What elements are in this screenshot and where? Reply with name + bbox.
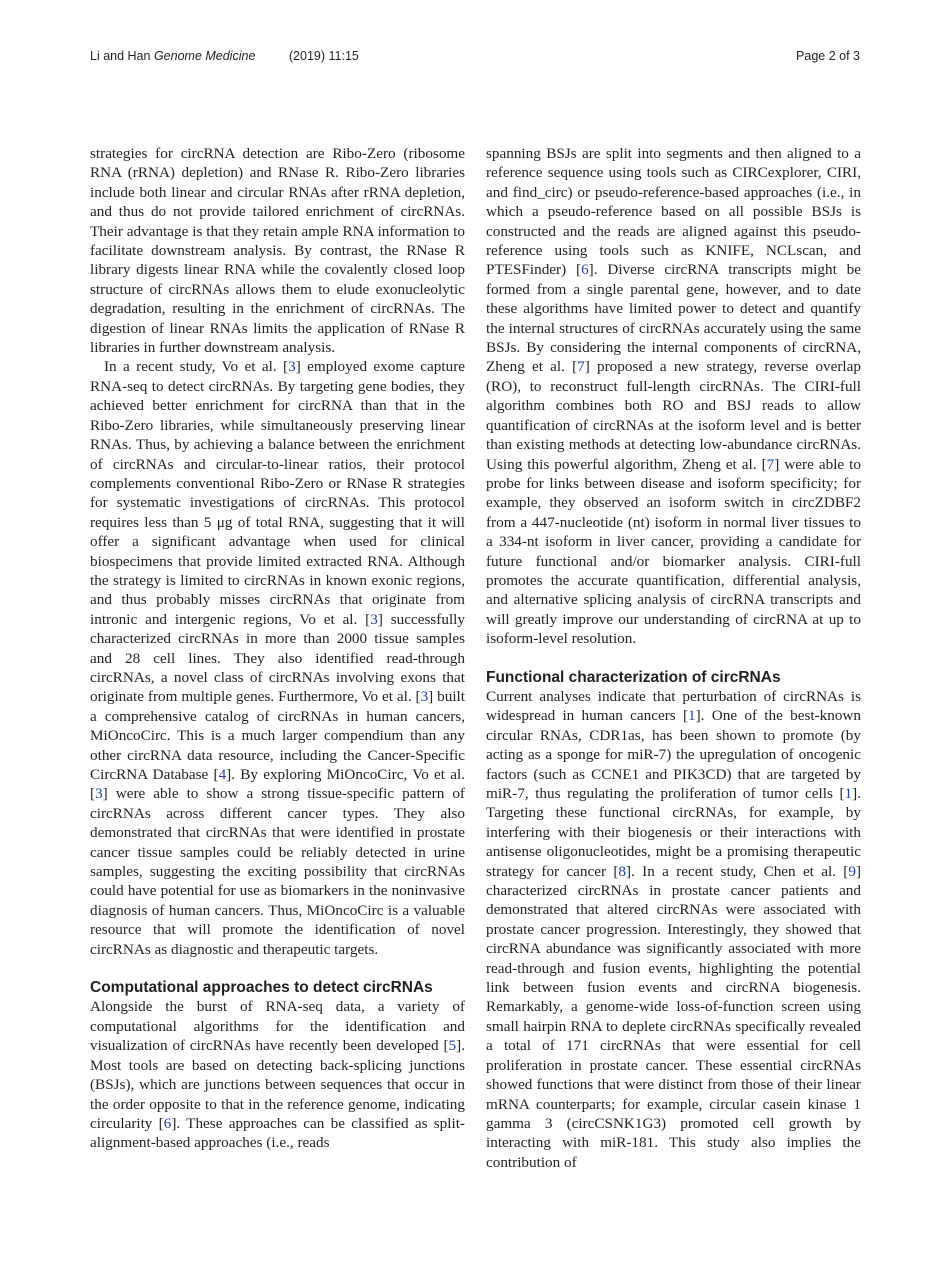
- citation-link[interactable]: 7: [766, 455, 775, 473]
- paragraph-text: ] successfully characterized circRNAs in more than 2000 tissue samples and 28 cell lines. They also identified read-through circRNAs, a novel class of circRNAs involving exons that originate from multiple genes. Furthermore, Vo et al. [: [90, 610, 465, 706]
- header-citation: (2019) 11:15: [288, 49, 359, 63]
- header-journal: Genome Medicine: [153, 49, 256, 63]
- paragraph-text: ]. One of the best-known circular RNAs, CDR1as, has been shown to promote (by acting as a sponge for miR-7) the upregulation of oncogenic factors (such as CCNE1 and PIK3CD) that are targeted by miR-7, thus regulating the proliferation of tumor cells [: [486, 707, 861, 802]
- section-heading: Functional characterization of circRNAs: [486, 668, 781, 686]
- citation-link[interactable]: 3: [420, 688, 429, 706]
- citation-link[interactable]: 7: [577, 358, 585, 376]
- body-paragraph: [90, 357, 465, 959]
- body-paragraph: [90, 144, 465, 357]
- paragraph-text: ]. Most tools are based on detecting back-splicing junctions (BSJs), which are junctions between sequences that occur in the order opposite to that in the reference genome, indicating circularity [: [90, 1037, 465, 1132]
- body-paragraph: [90, 997, 465, 1152]
- paragraph-text: ]. Diverse circRNA transcripts might be formed from a single parental gene, however, and to date these algorithms have limited power to detect and quantify the internal structures of circRNAs accurately using the same BSJs. By considering the internal components of circRNA, Zheng et al. [: [486, 261, 861, 376]
- paragraph-text: ]. By exploring MiOncoCirc, Vo et al. [: [90, 766, 465, 803]
- citation-link[interactable]: 5: [448, 1037, 457, 1055]
- paragraph-text: ] characterized circRNAs in prostate cancer patients and demonstrated that altered circRNAs were associated with prostate cancer progression. Interestingly, they showed that circRNA abundance was significantly associated with more read-through and fusion events, highlighting the potential link between fusion events and circRNA biogenesis. Remarkably, a genome-wide loss-of-function screen using small hairpin RNA to deplete circRNAs specifically revealed a total of 171 circRNAs that were essential for cell proliferation in prostate cancer. These essential circRNAs showed functions that were distinct from those of their linear mRNA counterparts; for example, circular casein kinase 1 gamma 3 (circCSNK1G3) promoted cell growth by interacting with miR-181. This study also implies the contribution of: [486, 862, 861, 1171]
- left-column: [90, 144, 465, 1153]
- paragraph-text: ] employed exome capture RNA-seq to detect circRNAs. By targeting gene bodies, they achieved better enrichment for circRNA than that in the Ribo-Zero libraries, while simultaneously preserving linear RNAs. Thus, by achieving a balance between the enrichment of circRNAs and circular-to-linear ratios, their protocol complements conventional Ribo-Zero or RNase R strategies for systematic investigations of circRNAs. This protocol requires less than 5 μg of total RNA, suggesting that it will offer a significant advantage when used for clinical biospecimens that provide limited extracted RNA. Although the strategy is limited to circRNAs in known exonic regions, and thus probably misses circRNAs that originate from intronic and intergenic regions, Vo et al. [: [90, 358, 465, 628]
- paragraph-text: ] built a comprehensive catalog of circRNAs in human cancers, MiOncoCirc. This is a much larger compendium than any other circRNA data resource, including the Cancer-Specific CircRNA Database [: [90, 688, 465, 783]
- paragraph-text: spanning BSJs are split into segments and then aligned to a reference sequence using tools such as CIRCexplorer, CIRI, and find_circ) or pseudo-reference-based approaches (i.e., in which a pseudo-reference based on all possible BSJs is constructed and the reads are aligned against this pseudo-reference using tools such as KNIFE, NCLscan, and PTESFinder) [: [486, 145, 861, 279]
- running-header: [90, 49, 359, 63]
- paragraph-text: strategies for circRNA detection are Ribo-Zero (ribosome RNA (rRNA) depletion) and RNase R. Ribo-Zero libraries include both linear and circular RNAs after rRNA depletion, and thus do not provide tailored enrichment of circRNAs. Their advantage is that they retain ample RNA information to facilitate downstream analysis. By contrast, the RNase R library digests linear RNA while the covalently closed loop structure of circRNAs allows them to elude exonucleolytic degradation, resulting in the enrichment of circRNAs. The digestion of linear RNAs limits the application of RNase R libraries in further downstream analysis.: [90, 145, 465, 357]
- citation-link[interactable]: 9: [848, 862, 856, 880]
- paragraph-text: ]. In a recent study, Chen et al. [: [625, 862, 849, 880]
- paragraph-text: Current analyses indicate that perturbation of circRNAs is widespread in human cancers [: [486, 687, 861, 725]
- citation-link[interactable]: 6: [581, 261, 589, 279]
- citation-link[interactable]: 1: [844, 785, 853, 802]
- paragraph-text: ] were able to probe for links between disease and isoform specificity; for example, they observed an isoform switch in circZDBF2 from a 447-nucleotide (nt) isoform in normal liver tissues to a 334-nt isoform in liver cancer, providing a candidate for future functional and/or biomarker analysis. CIRI-full promotes the accurate quantification, differential analysis, and alternative splicing analysis of circRNA transcripts and will greatly improve our understanding of circRNA at up to isoform-level resolution.: [486, 455, 861, 648]
- citation-link[interactable]: 8: [618, 862, 626, 880]
- paragraph-text: ]. These approaches can be classified as split-alignment-based approaches (i.e., reads: [90, 1114, 465, 1152]
- citation-link[interactable]: 1: [688, 707, 696, 725]
- citation-link[interactable]: 3: [288, 358, 296, 376]
- section-heading: Computational approaches to detect circRNAs: [90, 979, 433, 997]
- citation-link[interactable]: 3: [370, 610, 378, 628]
- paragraph-text: Alongside the burst of RNA-seq data, a variety of computational algorithms for the identification and visualization of circRNAs have recently been developed [: [90, 998, 465, 1055]
- right-column: [486, 144, 861, 1172]
- citation-link[interactable]: 4: [218, 766, 227, 783]
- page-number: Page 2 of 3: [796, 49, 860, 63]
- paragraph-text: ] proposed a new strategy, reverse overlap (RO), to reconstruct full-length circRNAs. The CIRI-full algorithm combines both RO and BSJ reads to allow quantification of circRNAs at the isoform level and is better than existing methods at detecting low-abundance circRNAs. Using this powerful algorithm, Zheng et al. [: [486, 358, 861, 473]
- citation-link[interactable]: 3: [95, 785, 103, 803]
- paragraph-text: In a recent study, Vo et al. [: [104, 358, 289, 376]
- citation-link[interactable]: 6: [163, 1114, 172, 1132]
- body-paragraph: [486, 687, 861, 1172]
- body-paragraph: [486, 144, 861, 649]
- header-authors: Li and Han: [90, 49, 151, 63]
- paragraph-text: ] were able to show a strong tissue-specific pattern of circRNAs across different cancer types. They also demonstrated that circRNAs that were identified in prostate cancer tissue samples could be reliably detected in urine samples, suggesting the exciting possibility that circRNAs could have potential for use as biomarkers in the noninvasive diagnosis of human cancers. Thus, MiOncoCirc is a valuable resource that will promote the identification of novel circRNAs as diagnostic and therapeutic targets.: [90, 785, 465, 958]
- paragraph-text: ]. Targeting these functional circRNAs, for example, by interfering with their biogenesis or their interactions with antisense oligonucleotides, might be a promising therapeutic strategy for cancer [: [486, 785, 861, 880]
